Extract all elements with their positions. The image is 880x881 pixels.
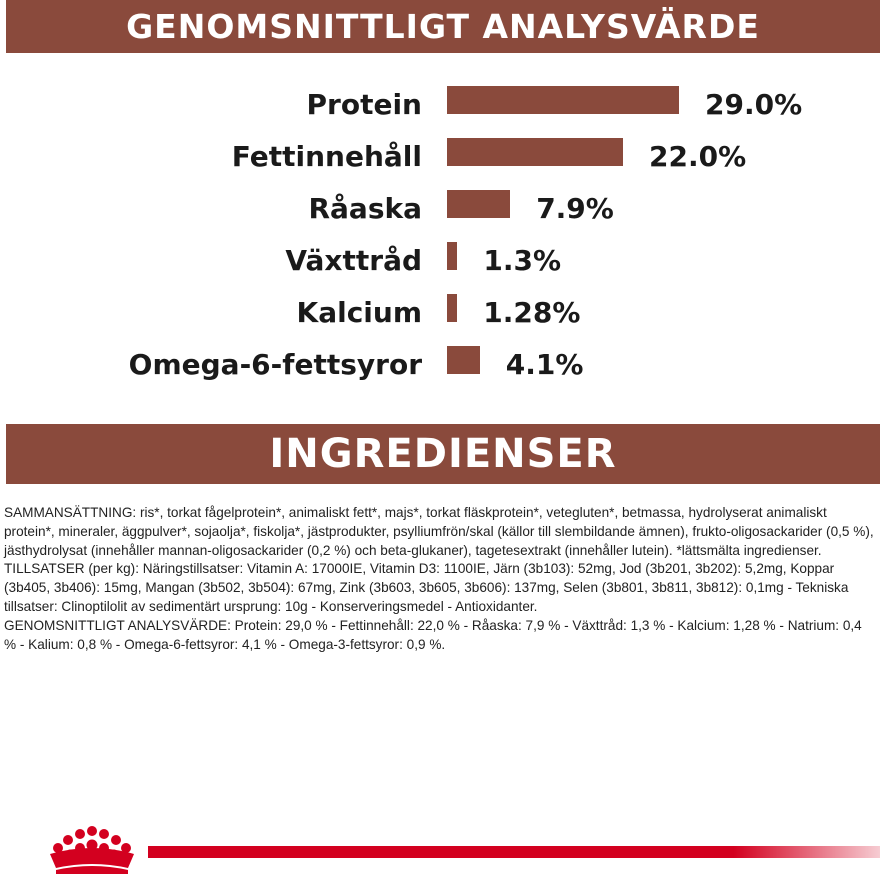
analysis-row [0,286,880,338]
analysis-summary-text: GENOMSNITTLIGT ANALYSVÄRDE: Protein: 29,0 % - Fettinnehåll: 22,0 % - Råaska: 7,9 % - Växttråd: 1,3 % - Kalcium: 1,28 % - Natrium: 0,4 % - Kalium: 0,8 % - Omega-6-fettsyror: 4,1 % - Omega-3-fettsyror: 0,9 %. [4,617,862,652]
analysis-row [0,130,880,182]
analysis-bar [447,138,623,166]
analysis-row [0,234,880,286]
analysis-row-label: Råaska [308,191,422,225]
analysis-chart [0,78,880,390]
analysis-row-label: Kalcium [296,295,422,329]
ingredients-heading: INGREDIENSER [6,424,880,484]
brand-stripe [148,846,880,858]
analysis-heading: GENOMSNITTLIGT ANALYSVÄRDE [6,0,880,53]
analysis-row [0,338,880,390]
analysis-row-value: 7.9% [536,191,614,225]
analysis-row-label: Fettinnehåll [231,139,422,173]
composition-text: SAMMANSÄTTNING: ris*, torkat fågelprotein*, animaliskt fett*, majs*, torkat fläskprotein*, vetegluten*, betmassa, hydrolyserat animaliskt protein*, mineraler, äggpulver*, sojaolja*, fiskolja*, jästprodukter, psylliumfrön/skal (källor till slembildande ämnen), frukto-oligosackarider (0,5 %), jästhydrolysat (innehåller mannan-oligosackarider (0,2 %) och beta-glukaner), tagetesextrakt (innehåller lutein). *lättsmälta ingredienser. [4,505,874,558]
ingredients-text [4,504,874,654]
analysis-row-label: Protein [306,87,422,121]
analysis-row [0,182,880,234]
analysis-row-label: Växttråd [285,243,422,277]
analysis-bar [447,294,457,322]
analysis-bar [447,242,457,270]
analysis-bar [447,190,510,218]
analysis-bar [447,86,679,114]
analysis-row-value: 29.0% [705,87,803,121]
analysis-bar [447,346,480,374]
crown-logo-icon [42,826,142,874]
analysis-row-value: 22.0% [649,139,747,173]
analysis-row-value: 1.3% [483,243,562,277]
analysis-row-value: 1.28% [483,295,581,329]
additives-text: TILLSATSER (per kg): Näringstillsatser: Vitamin A: 17000IE, Vitamin D3: 1100IE, Järn (3b103): 52mg, Jod (3b201, 3b202): 5,2mg, Koppar (3b405, 3b406): 15mg, Mangan (3b502, 3b504): 67mg, Zink (3b603, 3b605, 3b606): 137mg, Selen (3b801, 3b811, 3b812): 0,1mg - Tekniska tillsatser: Clinoptilolit av sedimentärt ursprung: 10g - Konserveringsmedel - Antioxidanter. [4,561,849,614]
analysis-row-label: Omega-6-fettsyror [128,347,422,381]
analysis-row [0,78,880,130]
analysis-row-value: 4.1% [505,347,584,381]
